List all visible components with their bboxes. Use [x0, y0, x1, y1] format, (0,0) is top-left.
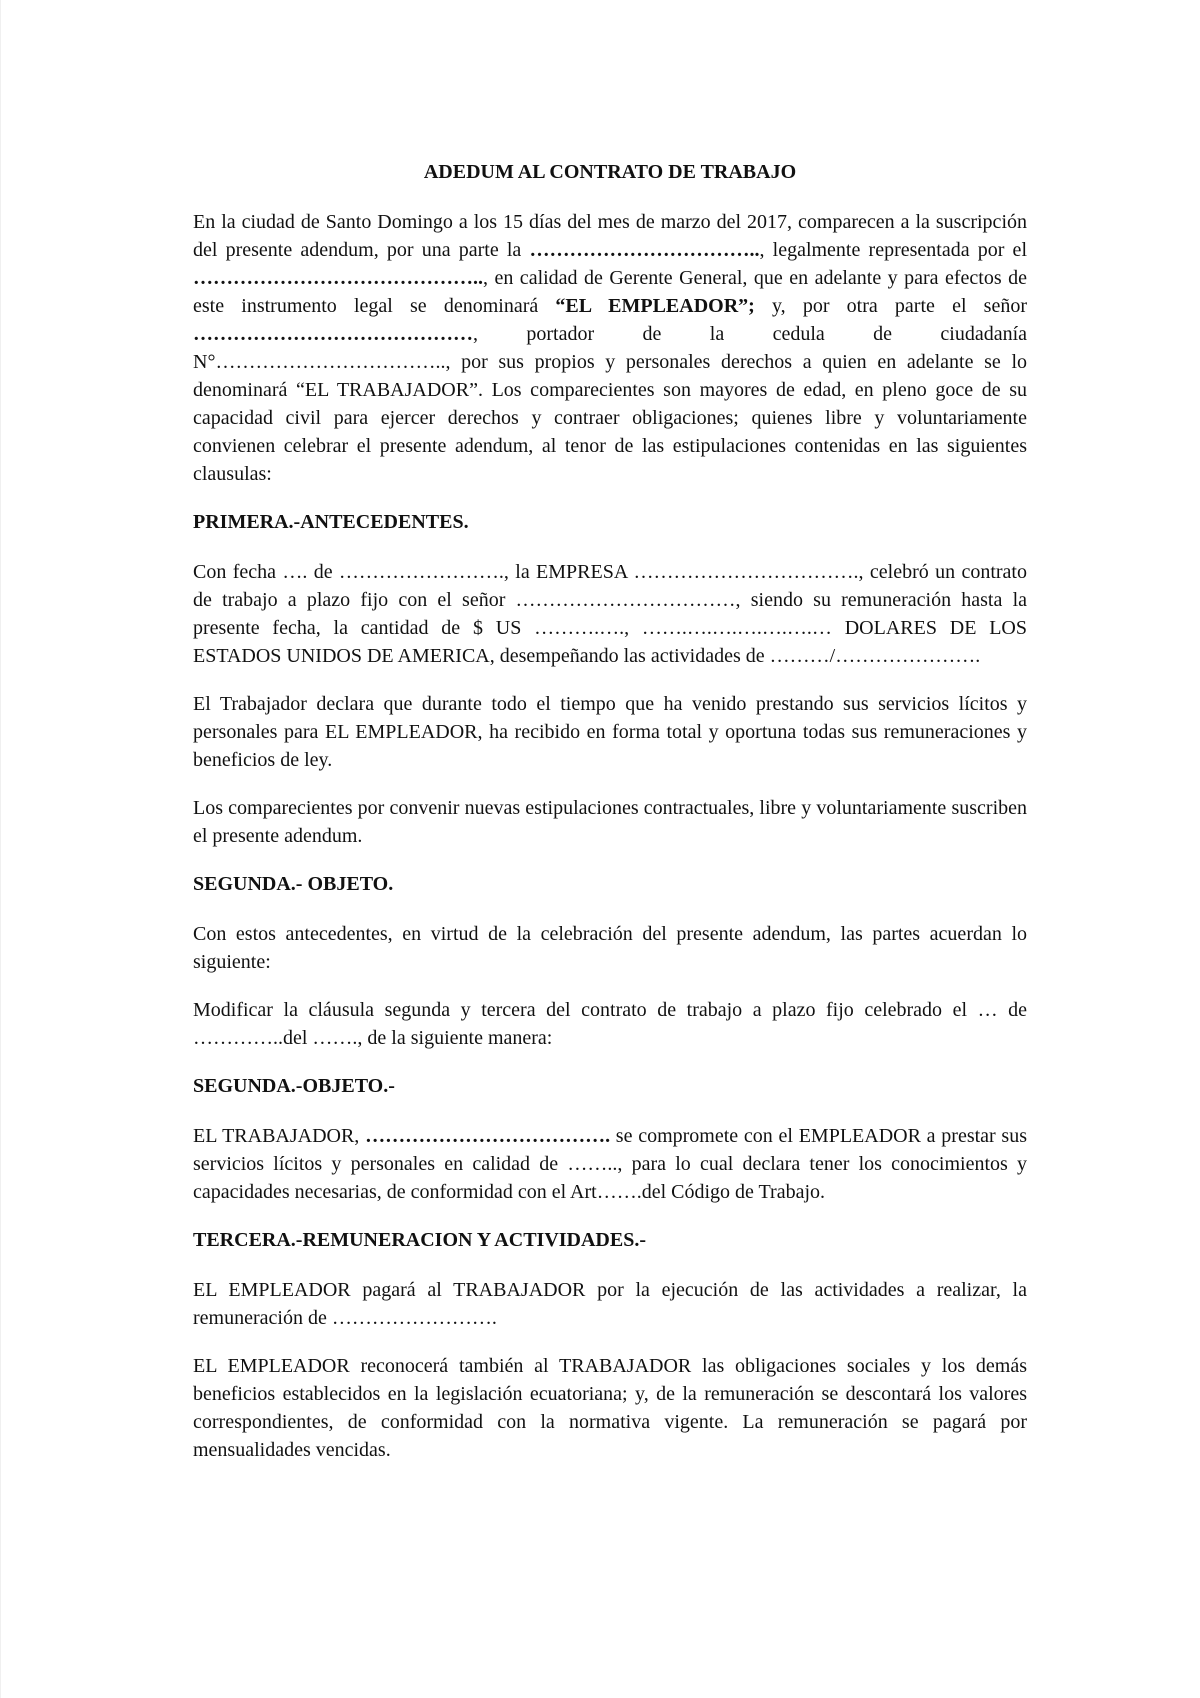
- document-title: ADEDUM AL CONTRATO DE TRABAJO: [423, 161, 797, 183]
- tercera-paragraph-1: EL EMPLEADOR pagará al TRABAJADOR por la ejecución de las actividades a realizar, la remuneración de …………………….: [193, 1279, 1027, 1329]
- clause-primera-heading: PRIMERA.-ANTECEDENTES.: [193, 511, 469, 533]
- segunda-objeto-paragraph: [193, 1122, 1027, 1206]
- segunda-paragraph-1: Con estos antecedentes, en virtud de la celebración del presente adendum, las partes acuerdan lo siguiente:: [193, 923, 1027, 973]
- tercera-paragraph-2: EL EMPLEADOR reconocerá también al TRABAJADOR las obligaciones sociales y los demás beneficios establecidos en la legislación ecuatoriana; y, de la remuneración se descontará los valores correspondientes, de conformidad con la normativa vigente. La remuneración se pagará por mensualidades vencidas.: [193, 1355, 1027, 1461]
- primera-paragraph-1: Con fecha …. de ……………………., la EMPRESA ……………………………., celebró un contrato de trabajo a plazo fijo con el señor ……………………………, siendo su remuneración hasta la presente fecha, la cantidad de $ US ……….…., …….….….….….….… DOLARES DE LOS ESTADOS UNIDOS DE AMERICA, desempeñando las actividades de ………/………………….: [193, 561, 1027, 667]
- clause-segunda-heading: SEGUNDA.- OBJETO.: [193, 873, 394, 895]
- intro-text-3: , en calidad de Gerente General, que en adelante y para efectos de este instrumento legal se denominará: [193, 267, 1027, 317]
- employer-label: “EL EMPLEADOR”;: [555, 295, 755, 317]
- company-blank: ……………………………..: [529, 239, 760, 261]
- worker-name-blank: ……………………………………: [193, 323, 473, 345]
- intro-text-1: En la ciudad de Santo Domingo a los 15 días del mes de marzo del 2017, comparecen a la suscripción del presente adendum, por una parte la: [193, 211, 1027, 261]
- worker-blank: ……………………………….: [365, 1125, 611, 1147]
- primera-paragraph-2: El Trabajador declara que durante todo el tiempo que ha venido prestando sus servicios lícitos y personales para EL EMPLEADOR, ha recibido en forma total y oportuna todas sus remuneraciones y beneficios de ley.: [193, 693, 1027, 771]
- intro-text-2: , legalmente representada por el: [759, 239, 1027, 261]
- objeto-text-1: EL TRABAJADOR,: [193, 1125, 366, 1147]
- intro-text-5: , portador de la cedula de ciudadanía N°…………………………….., por sus propios y personales derechos a quien en adelante se lo denominará “EL TRABAJADOR”. Los comparecientes son mayores de edad, en pleno goce de su capacidad civil para ejercer derechos y contraer obligaciones; quienes libre y voluntariamente convienen celebrar el presente adendum, al tenor de las estipulaciones contenidas en las siguientes clausulas:: [193, 323, 1027, 485]
- intro-text-4: y, por otra parte el señor: [754, 295, 1027, 317]
- document-body: [193, 158, 1027, 1484]
- clause-segunda-objeto-heading: SEGUNDA.-OBJETO.-: [193, 1075, 395, 1097]
- objeto-text-2: se compromete con el EMPLEADOR a prestar sus servicios lícitos y personales en calidad de …….., para lo cual declara tener los conocimientos y capacidades necesarias, de conformidad con el Art…….del Código de Trabajo.: [193, 1125, 1028, 1203]
- clause-tercera-heading: TERCERA.-REMUNERACION Y ACTIVIDADES.-: [193, 1229, 646, 1251]
- segunda-paragraph-2: Modificar la cláusula segunda y tercera del contrato de trabajo a plazo fijo celebrado el … de …………..del ……., de la siguiente manera:: [193, 999, 1027, 1049]
- representative-blank: ……………………………………..: [193, 267, 483, 289]
- intro-paragraph: [193, 208, 1027, 488]
- primera-paragraph-3: Los comparecientes por convenir nuevas estipulaciones contractuales, libre y voluntariamente suscriben el presente adendum.: [193, 797, 1027, 847]
